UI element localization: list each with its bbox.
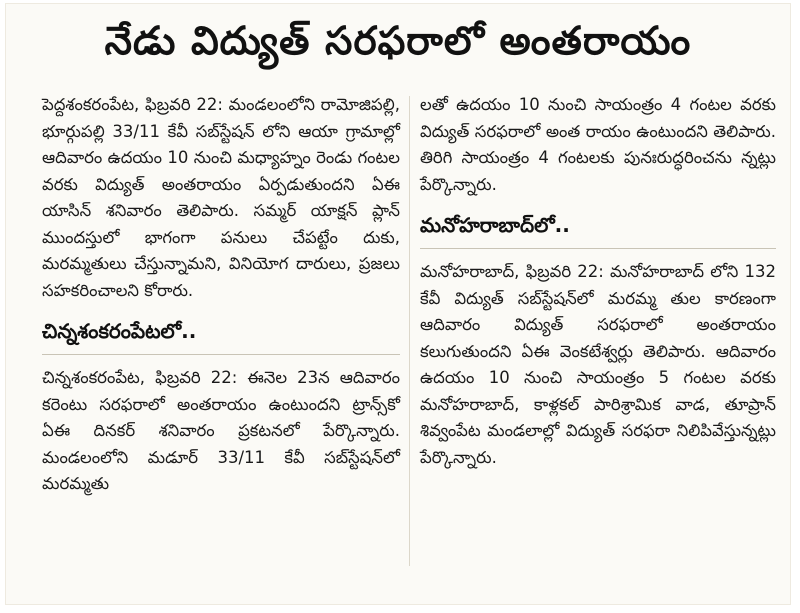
- section-divider: [420, 248, 776, 249]
- headline: నేడు విద్యుత్ సరఫరాలో అంతరాయం: [104, 19, 692, 64]
- column-divider: [409, 96, 410, 566]
- right-column: [420, 92, 776, 471]
- article-paragraph: మనోహరాబాద్‌, ఫిబ్రవరి 22: మనోహరాబాద్‌ లోని 132 కేవీ విద్యుత్‌ సబ్‌స్టేషన్‌లో మరమ్మ తుల కారణంగా ఆదివారం విద్యుత్‌ సరఫరాలో అంతరాయం కలుగుతుందని ఏఈ వెంకటేశ్వర్లు తెలిపారు. ఆదివారం ఉదయం 10 నుంచి సాయంత్రం 5 గంటల వరకు మనోహరాబాద్‌, కాళ్లకల్‌ పారిశ్రామిక వాడ, తూప్రాన్‌ శివ్వంపేట మండలాల్లో విద్యుత్‌ సరఫరా నిలిపివేస్తున్నట్లు పేర్కొన్నారు.: [420, 262, 776, 467]
- section-divider: [42, 354, 400, 355]
- section-subhead: మనోహరాబాద్‌లో..: [420, 213, 570, 237]
- article-paragraph: పెద్దశంకరంపేట, ఫిబ్రవరి 22: మండలంలోని రామోజిపల్లి, భూర్గుపల్లి 33/11 కేవీ సబ్‌స్టేషన్‌ లోని ఆయా గ్రామాల్లో ఆదివారం ఉదయం 10 నుంచి మధ్యాహ్నం రెండు గంటల వరకు విద్యుత్‌ అంతరాయం ఏర్పడుతుందని ఏఈ యాసిన్‌ శనివారం తెలిపారు. సమ్మర్‌ యాక్షన్‌ ప్లాన్‌ ముందస్తులో భాగంగా పనులు చేపట్టేం దుకు, మరమ్మతులు చేస్తున్నామని, వినియోగ దారులు, ప్రజలు సహకరించాలని కోరారు.: [42, 95, 400, 300]
- newspaper-clipping: [6, 4, 790, 604]
- section-subhead: చిన్నశంకరంపేటలో..: [42, 319, 197, 343]
- left-column: [42, 92, 400, 498]
- article-paragraph: చిన్నశంకరంపేట, ఫిబ్రవరి 22: ఈనెల 23న ఆదివారం కరెంటు సరఫరాలో అంతరాయం ఉంటుందని ట్రాన్స్‌కో ఏఈ దినకర్‌ శనివారం ప్రకటనలో పేర్కొన్నారు. మండలంలోని మడూర్‌ 33/11 కేవీ సబ్‌స్టేషన్‌లో మరమ్మతు: [42, 368, 400, 493]
- article-paragraph: లతో ఉదయం 10 నుంచి సాయంత్రం 4 గంటల వరకు విద్యుత్‌ సరఫరాలో అంత రాయం ఉంటుందని తెలిపారు. తిరిగి సాయంత్రం 4 గంటలకు పునఃరుద్ధరించను న్నట్లు పేర్కొన్నారు.: [420, 95, 776, 194]
